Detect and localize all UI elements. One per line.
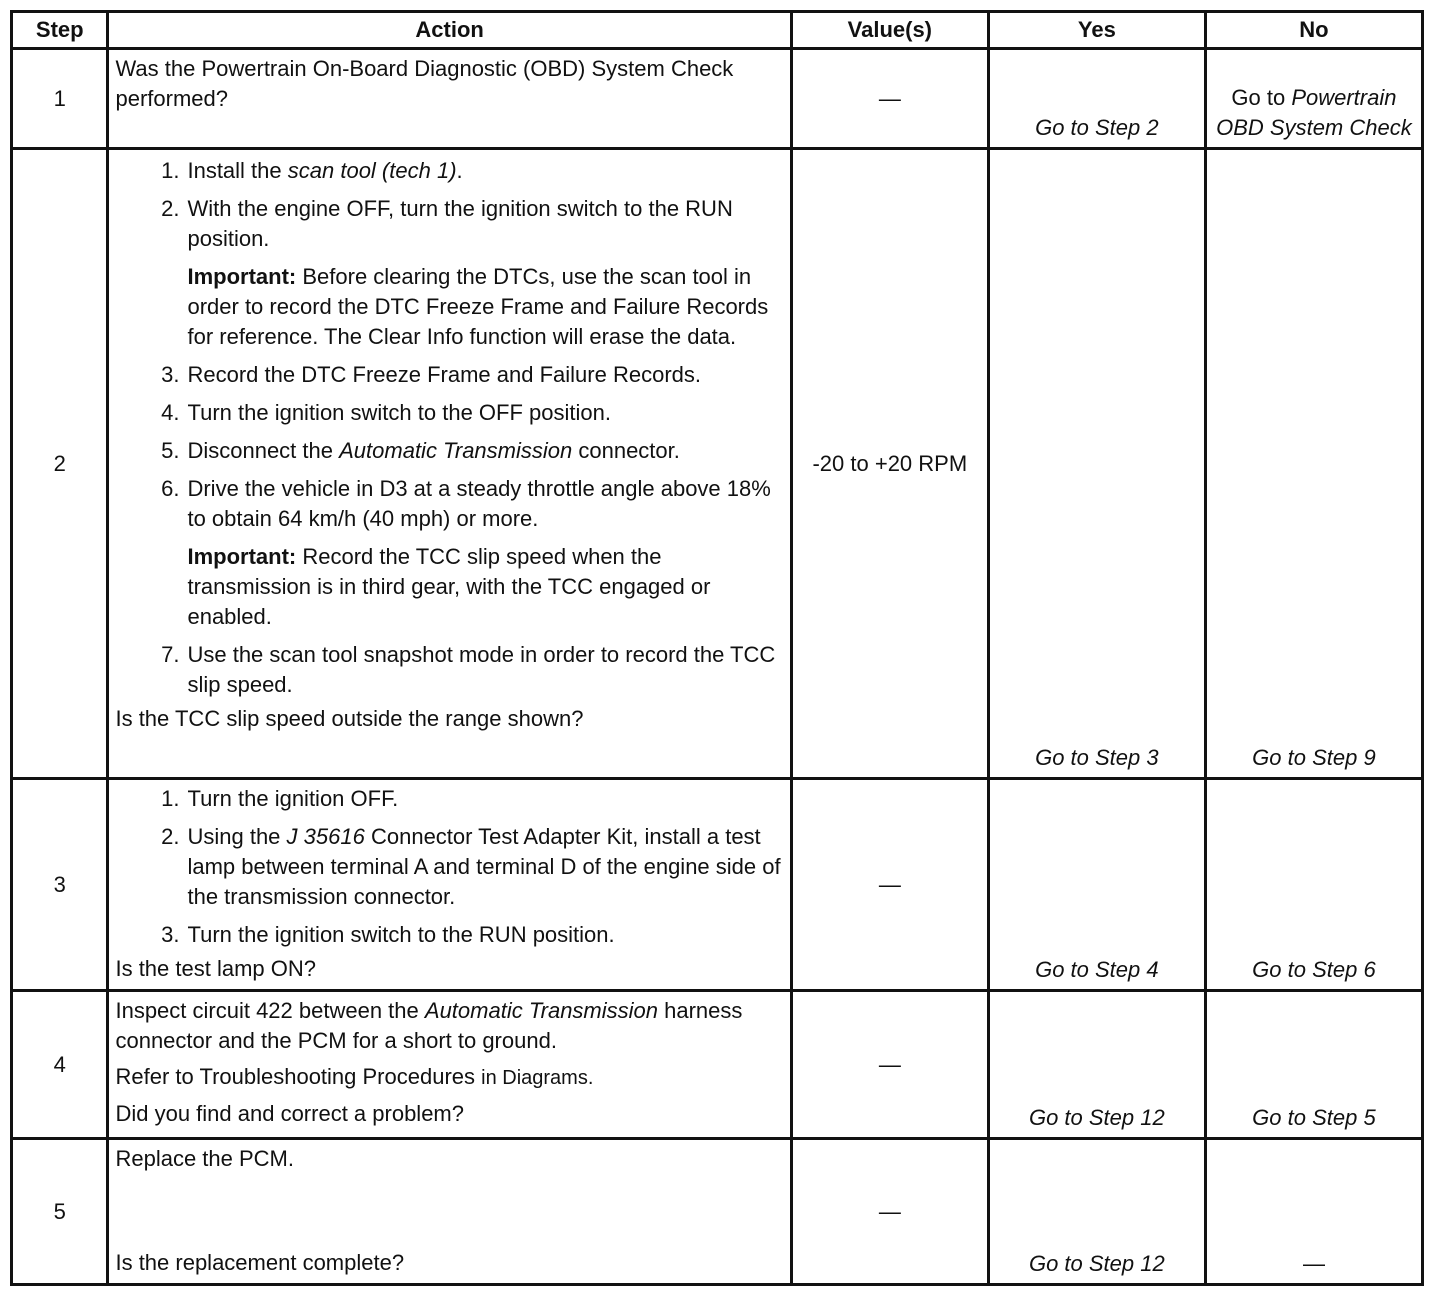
step-number: 1 [12,49,108,149]
yes-cell: Go to Step 12 [988,991,1205,1139]
no-cell: — [1205,1139,1422,1285]
no-cell: Go to Step 6 [1205,779,1422,991]
action-cell [108,1139,791,1285]
step-number: 5 [12,1139,108,1285]
header-action: Action [108,12,791,49]
value-cell: — [791,49,988,149]
item-text: Record the DTC Freeze Frame and Failure Records. [187,362,701,387]
item-text: Turn the ignition OFF. [187,786,399,811]
item-number: 3. [161,362,180,387]
question-text: Did you find and correct a problem? [115,1101,464,1126]
item-text: Turn the ignition switch to the OFF position. [187,400,611,425]
item-text: Drive the vehicle in D3 at a steady throttle angle above 18% to obtain 64 km/h (40 mph) or more. [187,476,771,531]
yes-cell: Go to Step 3 [988,149,1205,779]
step-number: 4 [12,991,108,1139]
procedure-list [115,640,783,700]
step-number: 3 [12,779,108,991]
item-number: 3. [161,922,180,947]
action-text: Replace the PCM. [115,1146,294,1171]
header-step: Step [12,12,108,49]
question-text: Is the TCC slip speed outside the range shown? [115,706,584,731]
header-value: Value(s) [791,12,988,49]
item-number: 6. [161,476,180,501]
question-text: Is the replacement complete? [115,1250,405,1275]
list-item [115,784,783,814]
step-number: 2 [12,149,108,779]
important-note [187,262,783,352]
list-item [115,436,783,466]
item-number: 1. [161,786,180,811]
no-prefix: Go to [1231,85,1286,110]
table-row [12,1139,1423,1285]
action-text: Was the Powertrain On-Board Diagnostic (OBD) System Check performed? [115,56,734,111]
action-cell [108,149,791,779]
action-cell [108,49,791,149]
list-item [115,474,783,534]
no-cell: Go to Step 9 [1205,149,1422,779]
item-number: 1. [161,158,180,183]
list-item [115,156,783,186]
action-text: Inspect circuit 422 between the Automatic Transmission harness connector and the PCM for a short to ground. [115,998,743,1053]
action-cell [108,779,791,991]
value-cell: -20 to +20 RPM [791,149,988,779]
list-item [115,398,783,428]
table-row [12,779,1423,991]
item-text: Using the J 35616 Connector Test Adapter Kit, install a test lamp between terminal A and terminal D of the engine side of the transmission connector. [187,824,781,909]
item-text: With the engine OFF, turn the ignition switch to the RUN position. [187,196,733,251]
item-number: 2. [161,824,180,849]
important-label: Important: [187,544,297,569]
list-item [115,920,783,950]
item-text: Disconnect the Automatic Transmission connector. [187,438,680,463]
important-label: Important: [187,264,297,289]
list-item [115,640,783,700]
yes-cell: Go to Step 2 [988,49,1205,149]
procedure-list [115,784,783,950]
yes-cell: Go to Step 12 [988,1139,1205,1285]
procedure-list [115,360,783,534]
procedure-list [115,156,783,254]
item-number: 2. [161,196,180,221]
diagnostic-table [10,10,1424,1286]
list-item [115,822,783,912]
item-text: Use the scan tool snapshot mode in order to record the TCC slip speed. [187,642,776,697]
action-cell [108,991,791,1139]
important-text: Before clearing the DTCs, use the scan tool in order to record the DTC Freeze Frame and Failure Records for reference. The Clear Info function will erase the data. [187,264,769,349]
header-no: No [1205,12,1422,49]
item-number: 4. [161,400,180,425]
header-row [12,12,1423,49]
table-row [12,49,1423,149]
header-yes: Yes [988,12,1205,49]
item-number: 5. [161,438,180,463]
no-link-text: Powertrain OBD System Check [1216,85,1412,140]
value-cell: — [791,1139,988,1285]
list-item [115,194,783,254]
important-text: Record the TCC slip speed when the transmission is in third gear, with the TCC engaged or enabled. [187,544,711,629]
table-row [12,149,1423,779]
no-cell [1205,49,1422,149]
no-cell: Go to Step 5 [1205,991,1422,1139]
reference-text: Refer to Troubleshooting Procedures in Diagrams. [115,1064,594,1089]
list-item [115,360,783,390]
value-cell: — [791,991,988,1139]
important-note [187,542,783,632]
item-text: Install the scan tool (tech 1). [187,158,463,183]
item-number: 7. [161,642,180,667]
table-row [12,991,1423,1139]
yes-cell: Go to Step 4 [988,779,1205,991]
question-text: Is the test lamp ON? [115,956,316,981]
item-text: Turn the ignition switch to the RUN position. [187,922,615,947]
value-cell: — [791,779,988,991]
